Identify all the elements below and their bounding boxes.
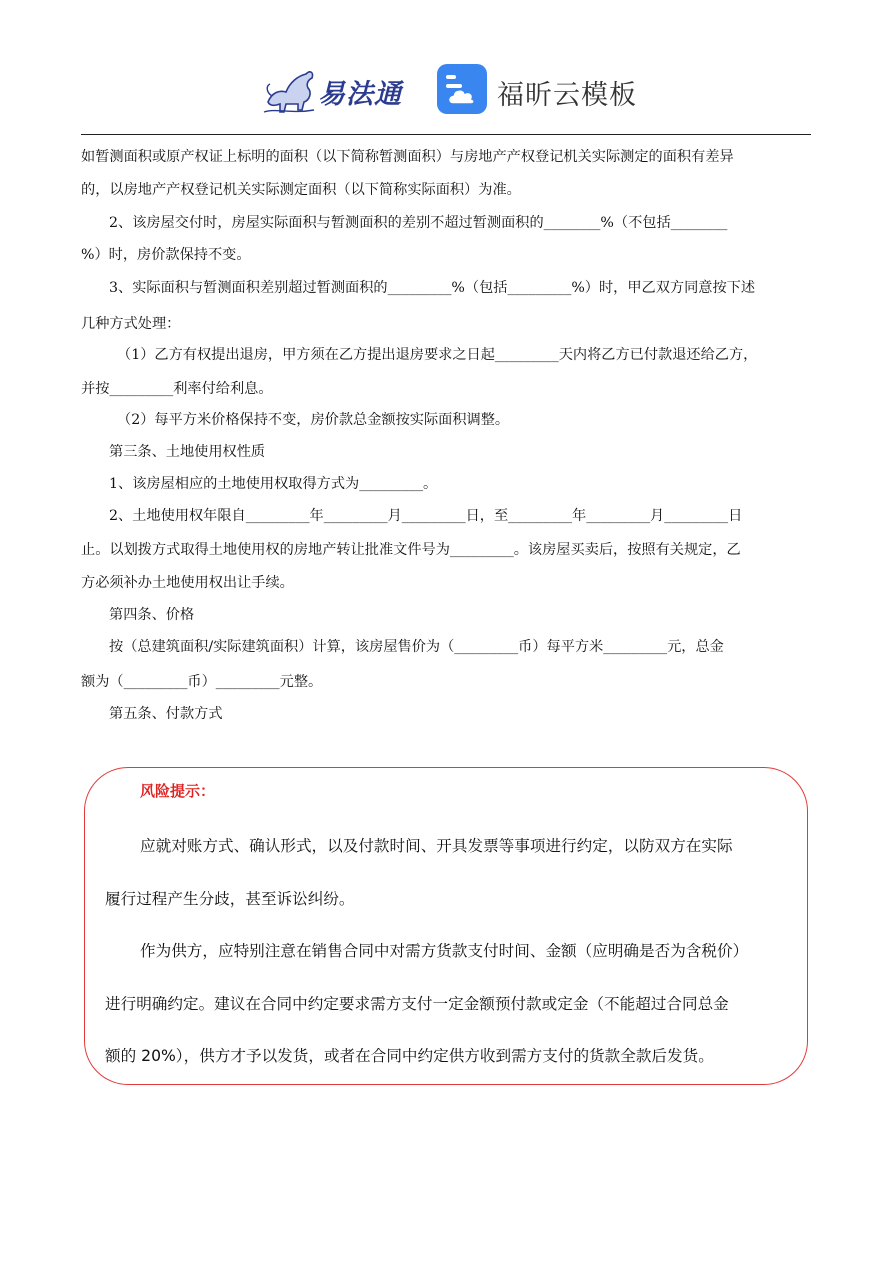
paragraph-line: 如暂测面积或原产权证上标明的面积（以下简称暂测面积）与房地产产权登记机关实际测定的面积有差异 bbox=[81, 149, 734, 165]
paragraph-line: 按（总建筑面积/实际建筑面积）计算，该房屋售价为（_________币）每平方米_________元，总金 bbox=[109, 639, 724, 655]
risk-warning-line: 额的 20%），供方才予以发货，或者在合同中约定供方收到需方支付的货款全款后发货。 bbox=[105, 1047, 714, 1065]
foxit-cloud-icon bbox=[437, 64, 487, 114]
risk-warning-box bbox=[84, 767, 808, 1085]
page-header bbox=[0, 58, 893, 122]
risk-warning-line: 应就对账方式、确认形式，以及付款时间、开具发票等事项进行约定，以防双方在实际 bbox=[140, 837, 733, 855]
paragraph-line: 2、土地使用权年限自_________年_________月_________日，至_________年_________月_________日 bbox=[109, 508, 743, 524]
header-divider bbox=[81, 134, 811, 135]
qilin-icon bbox=[262, 62, 322, 116]
paragraph-line: 3、实际面积与暂测面积差别超过暂测面积的_________%（包括_________%）时，甲乙双方同意按下述 bbox=[109, 280, 756, 296]
yifatong-logo bbox=[262, 62, 412, 116]
paragraph-line: 方必须补办土地使用权出让手续。 bbox=[81, 575, 294, 591]
paragraph-line: 2、该房屋交付时，房屋实际面积与暂测面积的差别不超过暂测面积的________%（不包括________ bbox=[109, 215, 728, 231]
foxit-template-logo-text: 福昕云模板 bbox=[497, 80, 637, 111]
paragraph-line: %）时，房价款保持不变。 bbox=[81, 247, 251, 263]
paragraph-line: 的，以房地产产权登记机关实际测定面积（以下简称实际面积）为准。 bbox=[81, 182, 521, 198]
paragraph-line: 1、该房屋相应的土地使用权取得方式为_________。 bbox=[109, 476, 438, 492]
risk-warning-line: 作为供方，应特别注意在销售合同中对需方货款支付时间、金额（应明确是否为含税价） bbox=[140, 942, 749, 960]
yifatong-logo-text: 易法通 bbox=[318, 79, 402, 110]
section-heading-article-5: 第五条、付款方式 bbox=[109, 706, 223, 722]
risk-warning-line: 进行明确约定。建议在合同中约定要求需方支付一定金额预付款或定金（不能超过合同总金 bbox=[105, 995, 729, 1013]
risk-warning-title: 风险提示： bbox=[140, 782, 216, 800]
paragraph-line: 额为（_________币）_________元整。 bbox=[81, 674, 323, 690]
paragraph-line: （1）乙方有权提出退房，甲方须在乙方提出退房要求之日起_________天内将乙方已付款退还给乙方， bbox=[117, 347, 758, 363]
risk-warning-line: 履行过程产生分歧，甚至诉讼纠纷。 bbox=[105, 890, 355, 908]
paragraph-line: 止。以划拨方式取得土地使用权的房地产转让批准文件号为_________。该房屋买卖后，按照有关规定，乙 bbox=[81, 542, 741, 558]
paragraph-line: 并按_________利率付给利息。 bbox=[81, 381, 273, 397]
section-heading-article-3: 第三条、土地使用权性质 bbox=[109, 444, 266, 460]
section-heading-article-4: 第四条、价格 bbox=[109, 607, 195, 623]
paragraph-line: 几种方式处理： bbox=[81, 316, 181, 332]
paragraph-line: （2）每平方米价格保持不变，房价款总金额按实际面积调整。 bbox=[117, 412, 510, 428]
foxit-template-logo bbox=[437, 64, 637, 116]
